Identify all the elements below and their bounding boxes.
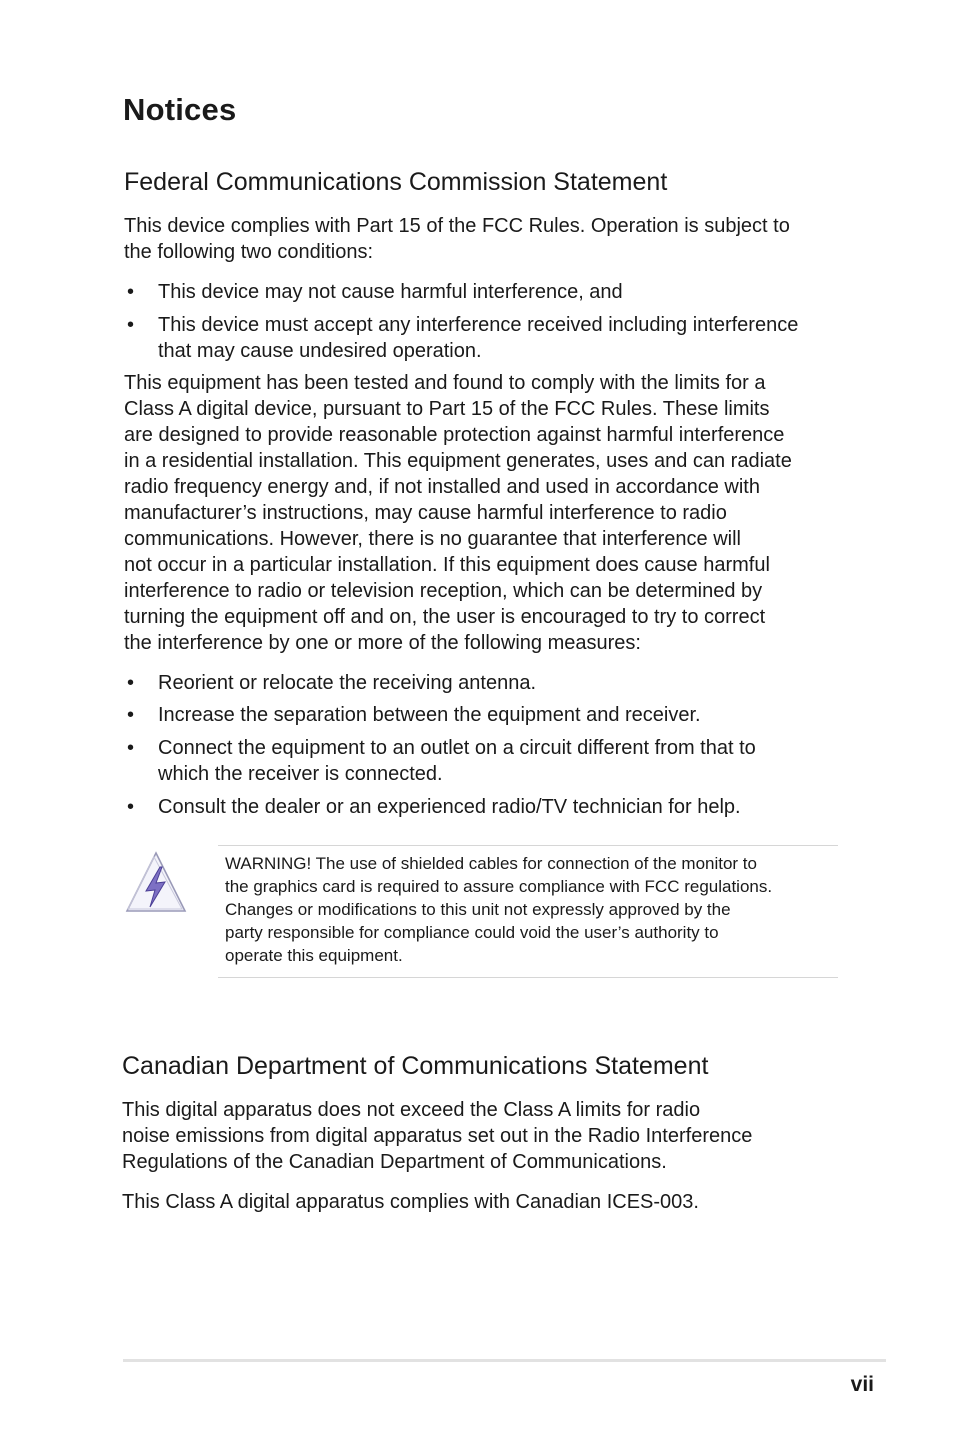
bullet-icon: • [127,672,135,694]
text-line: Increase the separation between the equipment and receiver. [158,704,701,726]
text-line: WARNING! The use of shielded cables for connection of the monitor to [225,854,757,873]
text-line: the graphics card is required to assure compliance with FCC regulations. [225,877,773,896]
bullet-icon: • [127,796,135,818]
text-line: Reorient or relocate the receiving antenna. [158,672,537,694]
canadian-paragraph [122,1097,862,1175]
text-line: that may cause undesired operation. [158,340,482,362]
text-line: not occur in a particular installation. If this equipment does cause harmful [124,554,770,576]
list-item [123,702,853,728]
text-line: turning the equipment off and on, the user is encouraged to try to correct [124,606,766,628]
text-line: Changes or modifications to this unit not expressly approved by the [225,900,731,919]
text-line: radio frequency energy and, if not installed and used in accordance with [124,476,760,498]
fcc-body [124,370,864,656]
text-line: noise emissions from digital apparatus set out in the Radio Interference [122,1125,753,1147]
text-line: the interference by one or more of the following measures: [124,632,641,654]
bullet-icon: • [127,704,135,726]
text-line: This device must accept any interference received including interference [158,314,799,336]
text-line: Regulations of the Canadian Department of Communications. [122,1151,667,1173]
warning-box [218,845,838,978]
list-item [123,794,853,820]
text-line: Connect the equipment to an outlet on a circuit different from that to [158,737,756,759]
text-line: Consult the dealer or an experienced radio/TV technician for help. [158,796,741,818]
fcc-conditions-list [123,279,853,364]
text-line: This equipment has been tested and found to comply with the limits for a [124,372,766,394]
text-line: This device complies with Part 15 of the FCC Rules. Operation is subject to [124,215,790,237]
text-line: Class A digital device, pursuant to Part 15 of the FCC Rules. These limits [124,398,770,420]
page-title: Notices [123,92,237,127]
text-line: the following two conditions: [124,241,374,263]
fcc-heading: Federal Communications Commission Statement [124,168,668,196]
list-item [123,279,853,305]
text-line: This digital apparatus does not exceed the Class A limits for radio [122,1099,701,1121]
canadian-heading: Canadian Department of Communications Statement [122,1052,709,1080]
text-line: operate this equipment. [225,946,403,965]
bullet-icon: • [127,737,135,759]
list-item [123,670,853,696]
text-line: interference to radio or television reception, which can be determined by [124,580,763,602]
bullet-icon: • [127,314,135,336]
text-line: which the receiver is connected. [158,763,443,785]
fcc-intro [124,213,864,265]
list-item [123,735,853,787]
list-item [123,312,853,364]
text-line: manufacturer’s instructions, may cause harmful interference to radio [124,502,727,524]
text-line: are designed to provide reasonable protection against harmful interference [124,424,785,446]
canadian-ices-statement: This Class A digital apparatus complies with Canadian ICES-003. [122,1191,699,1213]
footer-divider [123,1359,886,1362]
text-line: This device may not cause harmful interference, and [158,281,623,303]
page-number: vii [850,1373,874,1396]
warning-text [225,852,833,967]
warning-lightning-icon [122,851,188,915]
fcc-measures-list [123,670,853,820]
text-line: party responsible for compliance could void the user’s authority to [225,923,719,942]
text-line: communications. However, there is no guarantee that interference will [124,528,741,550]
bullet-icon: • [127,281,135,303]
text-line: in a residential installation. This equipment generates, uses and can radiate [124,450,792,472]
